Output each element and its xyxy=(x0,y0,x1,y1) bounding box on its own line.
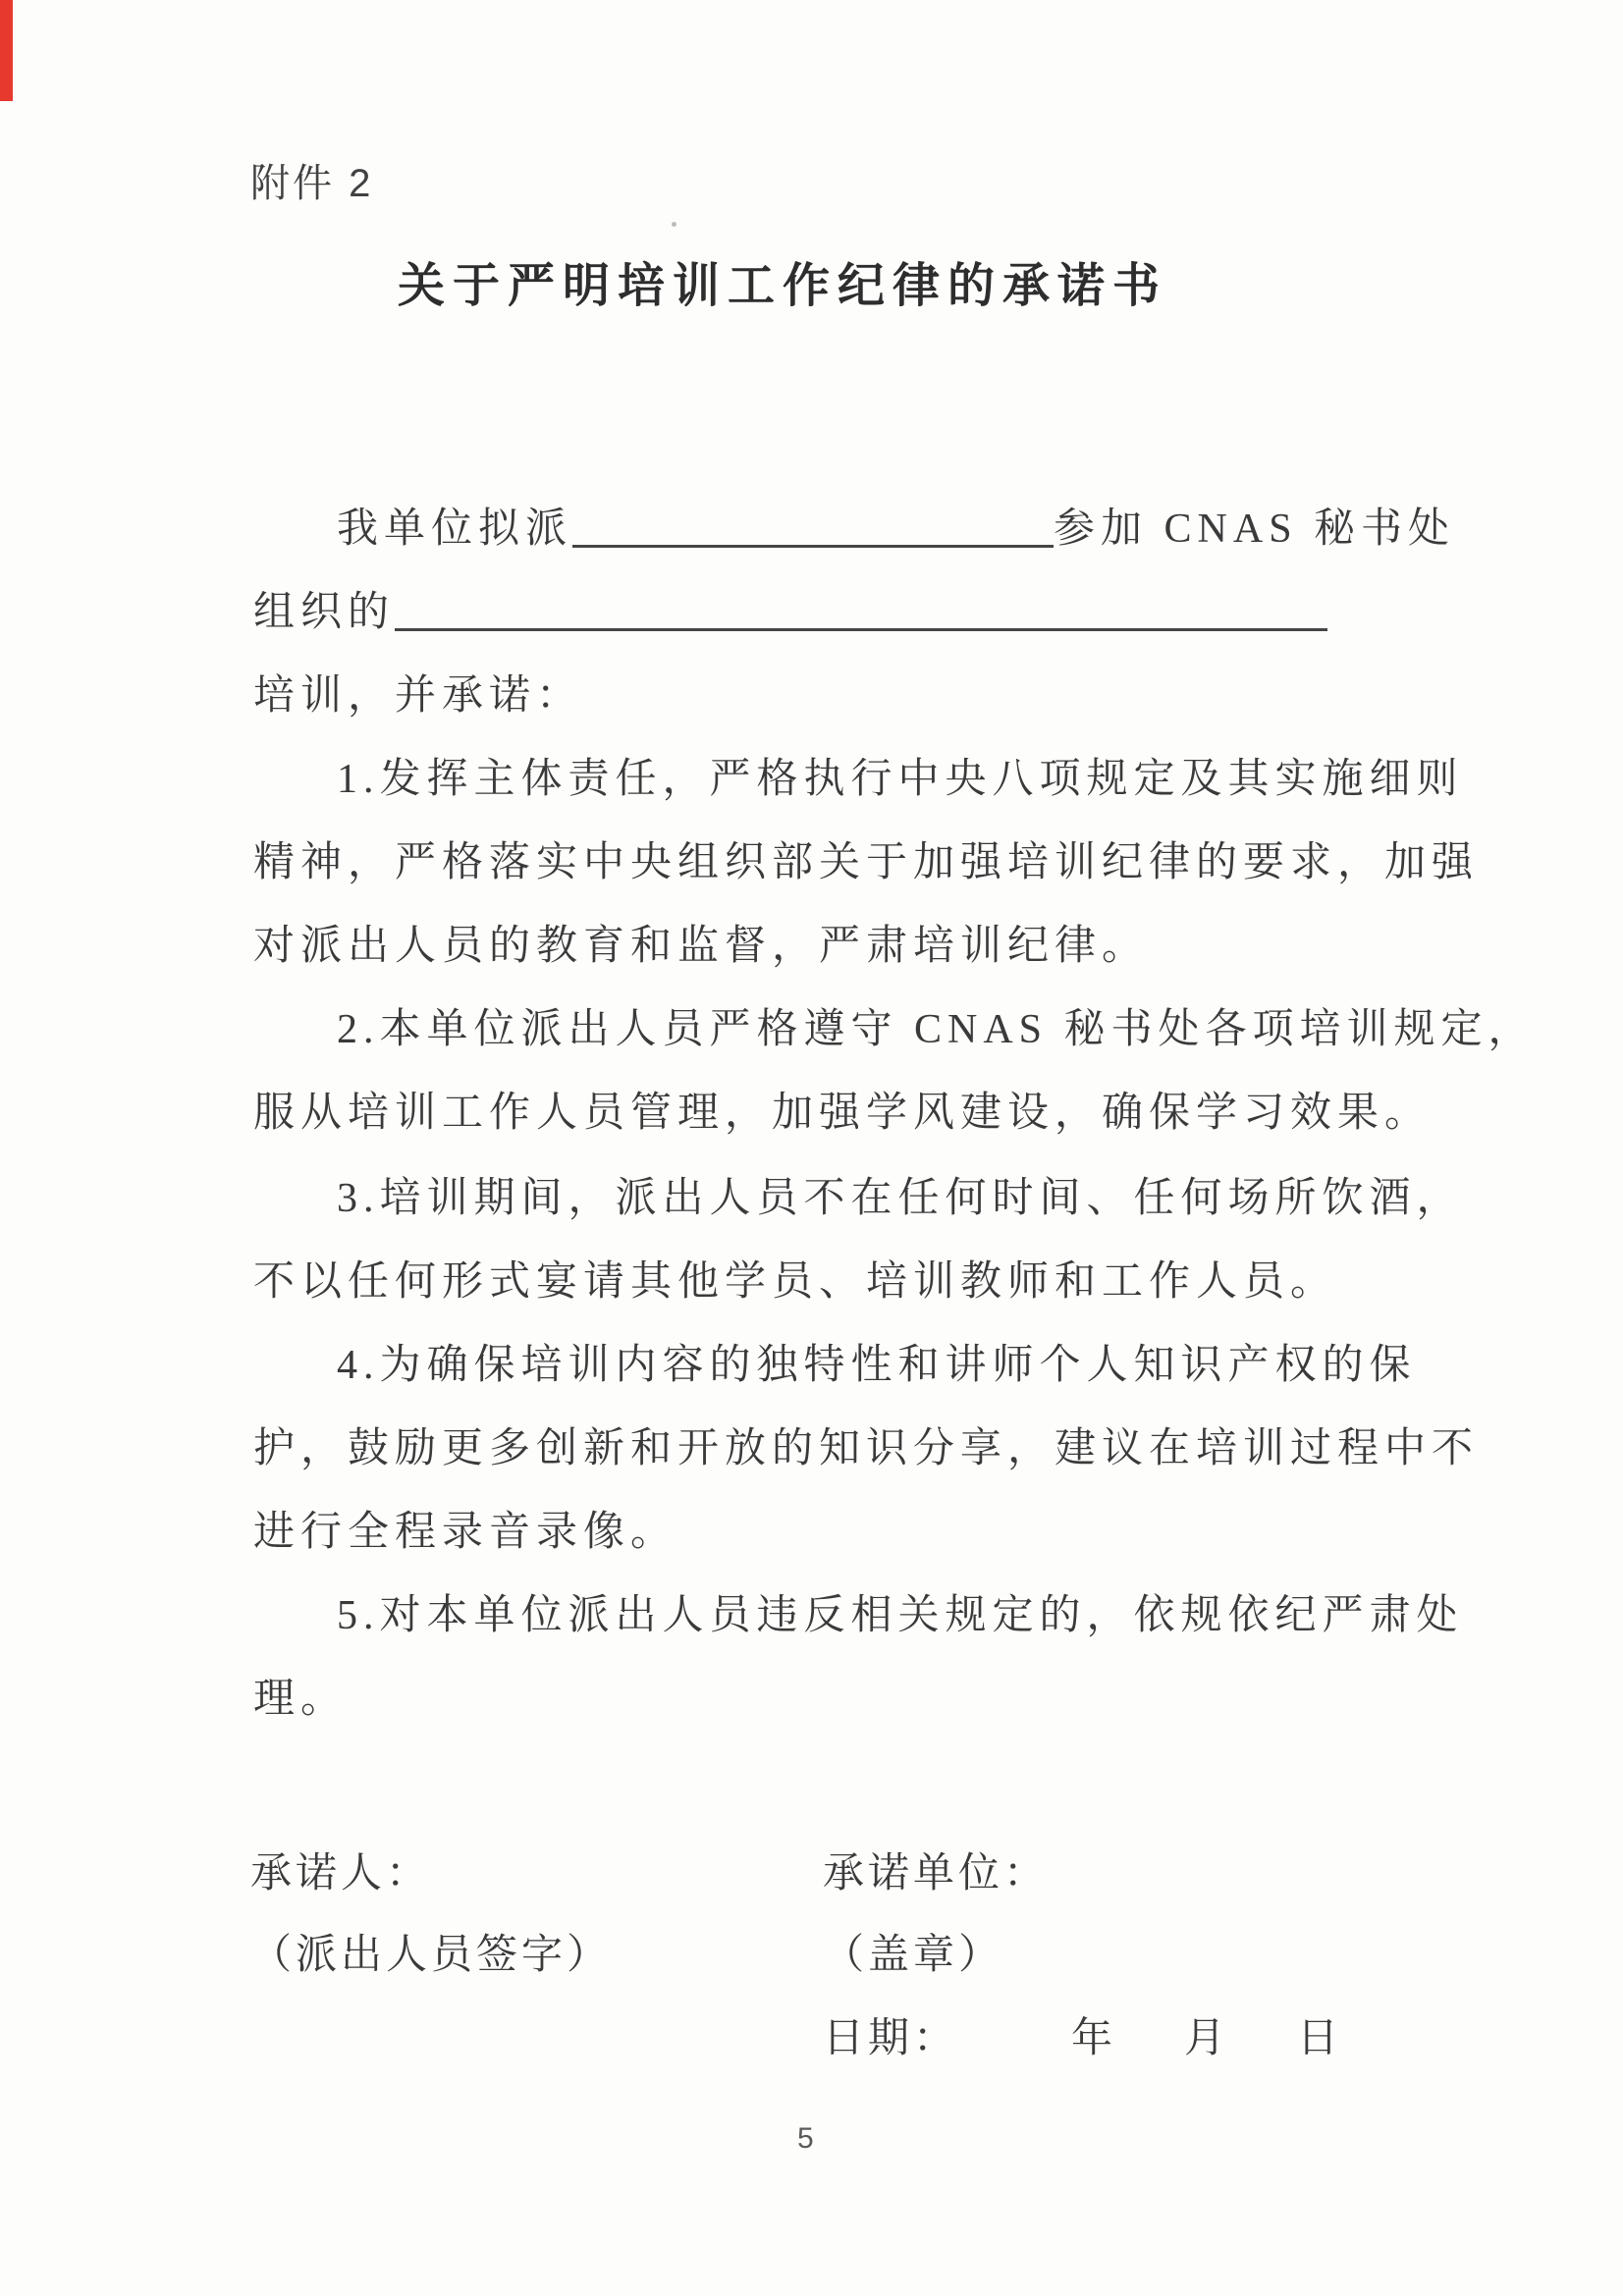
unit-note: （盖章） xyxy=(823,1933,1004,1978)
unit-label: 承诺单位： xyxy=(823,1851,1050,1896)
clause-1-line-3: 对派出人员的教育和监督，严肃培训纪律。 xyxy=(253,924,1150,969)
date-line xyxy=(823,2005,1342,2064)
fill-in-blank-course-name xyxy=(395,628,1327,631)
intro-line-3: 培训，并承诺： xyxy=(253,673,584,719)
attachment-label: 附件 2 xyxy=(250,162,374,205)
clause-2-line-2: 服从培训工作人员管理，加强学风建设，确保学习效果。 xyxy=(253,1091,1433,1136)
clause-4-line-1: 4.为确保培训内容的独特性和讲师个人知识产权的保 xyxy=(337,1343,1417,1388)
clause-5-line-1: 5.对本单位派出人员违反相关规定的，依规依纪严肃处 xyxy=(337,1593,1464,1638)
clause-3-line-1: 3.培训期间，派出人员不在任何时间、任何场所饮酒， xyxy=(337,1176,1464,1221)
page-number: 5 xyxy=(797,2122,814,2155)
promiser-label: 承诺人： xyxy=(250,1851,432,1896)
intro-line-1-pre: 我单位拟派 xyxy=(337,507,573,552)
document-title: 关于严明培训工作纪律的承诺书 xyxy=(398,260,1168,312)
clause-3-line-2: 不以任何形式宴请其他学员、培训教师和工作人员。 xyxy=(253,1259,1338,1305)
fill-in-blank-trainee-name xyxy=(572,545,1054,548)
clause-4-line-3: 进行全程录音录像。 xyxy=(253,1510,678,1555)
clause-1-line-2: 精神，严格落实中央组织部关于加强培训纪律的要求，加强 xyxy=(253,840,1480,885)
clause-4-line-2: 护，鼓励更多创新和开放的知识分享，建议在培训过程中不 xyxy=(253,1426,1480,1471)
scan-artifact-red-strip xyxy=(0,0,13,101)
intro-line-1 xyxy=(253,496,1505,555)
clause-2-line-1: 2.本单位派出人员严格遵守 CNAS 秘书处各项培训规定， xyxy=(337,1007,1536,1052)
scan-artifact-dot xyxy=(672,222,676,227)
clause-5-line-2: 理。 xyxy=(253,1677,349,1722)
intro-line-2 xyxy=(253,579,1422,638)
clause-1-line-1: 1.发挥主体责任，严格执行中央八项规定及其实施细则 xyxy=(337,757,1464,802)
promiser-note: （派出人员签字） xyxy=(250,1933,613,1978)
month-label: 月 xyxy=(1184,2016,1230,2061)
date-label: 日期： xyxy=(823,2016,959,2061)
day-label: 日 xyxy=(1297,2016,1343,2061)
year-label: 年 xyxy=(1071,2016,1117,2061)
intro-line-2-pre: 组织的 xyxy=(253,590,396,635)
intro-line-1-post: 参加 CNAS 秘书处 xyxy=(1054,507,1456,552)
